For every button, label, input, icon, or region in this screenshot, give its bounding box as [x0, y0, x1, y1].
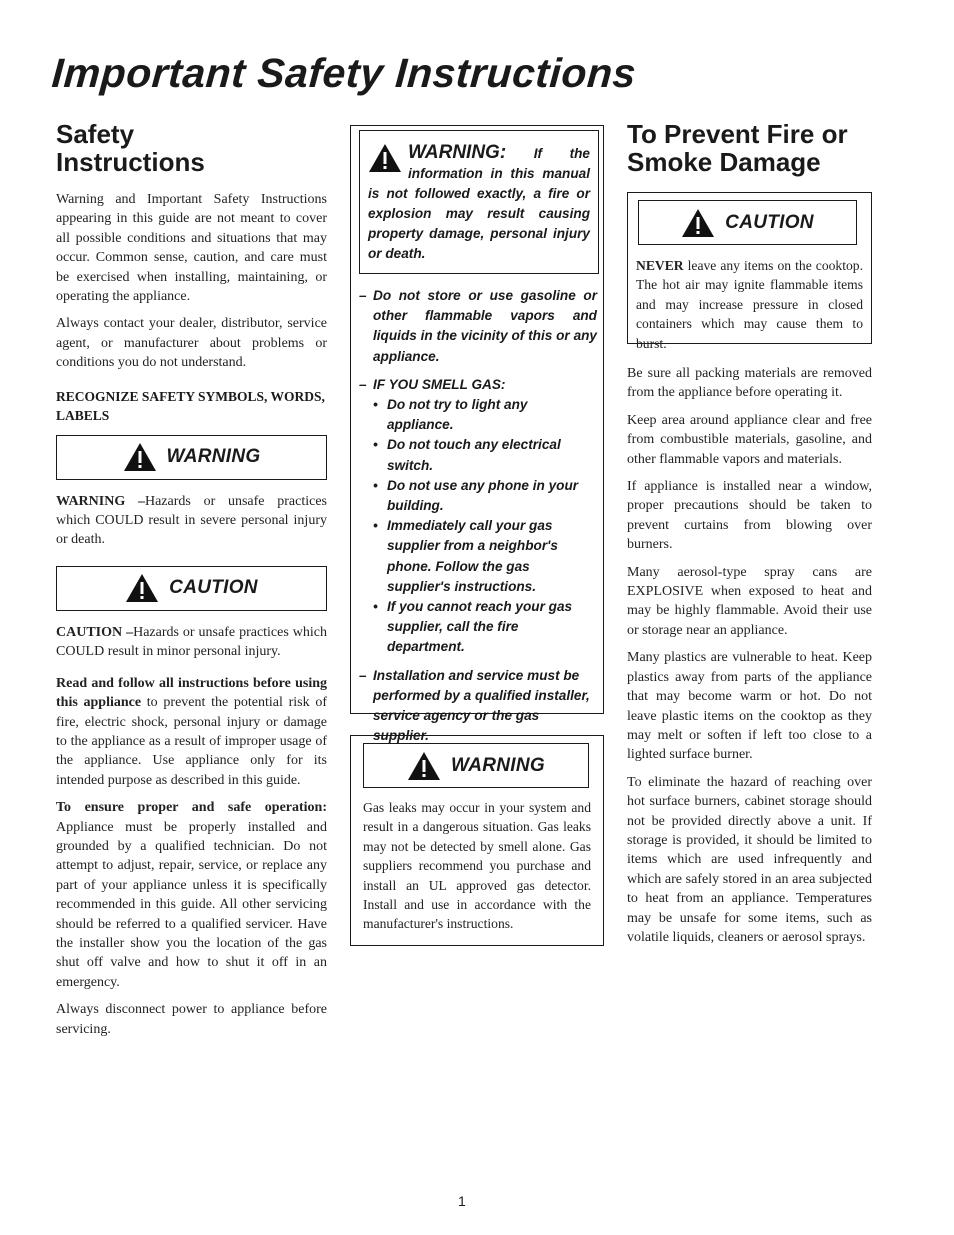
warning-definition-text: Hazards or unsafe practices which COULD result in severe personal injury or death.	[56, 493, 327, 548]
warning-label-box	[56, 435, 327, 480]
main-warning-body: If the information in this manual is not followed exactly, a fire or explosion may result causing property damage, personal injury or death.	[368, 146, 590, 261]
gas-warning-label-box	[363, 743, 589, 788]
warning-term: WARNING –	[56, 493, 145, 509]
contact-paragraph: Always contact your dealer, distributor, service agent, or manufacturer about problems or conditions you do not understand.	[56, 316, 327, 371]
list-item: • Do not try to light any appliance.	[373, 395, 597, 435]
cooktop-caution-body: leave any items on the cooktop. The hot air may ignite flammable items and may increase pressure in closed containers which may cause them to burst.	[636, 258, 863, 351]
caution-definition	[56, 623, 327, 662]
dash-marker: –	[359, 376, 367, 392]
caution-definition-text: Hazards or unsafe practices which COULD result in minor personal injury.	[56, 624, 327, 660]
keep-area-clear-paragraph: Keep area around appliance clear and free from combustible materials, gasoline, and other flammable vapors and materials.	[627, 412, 872, 467]
caution-label-text: CAUTION	[169, 577, 258, 599]
dash-marker: –	[359, 288, 367, 303]
list-item	[351, 375, 597, 658]
left-column	[56, 120, 327, 1047]
main-warning-head: WARNING:	[408, 142, 507, 163]
page-number: 1	[458, 1193, 466, 1209]
safety-instructions-heading: Safety Instructions	[56, 119, 205, 177]
cabinet-storage-paragraph: To eliminate the hazard of reaching over hot surface burners, cabinet storage should not be provided directly above a unit. If storage is provided, it should be limited to items which are used infrequently and which are safely stored in an area subjected to heat from an appliance. Temperatures may be unsafe for some items, such as volatile liquids, cleaners or aerosol sprays.	[627, 774, 872, 945]
alert-triangle-icon	[681, 208, 715, 238]
aerosol-cans-paragraph: Many aerosol-type spray cans are EXPLOSIVE when exposed to heat and may be highly flammable. Avoid their use or storage near an appliance.	[627, 564, 872, 638]
intro-paragraph: Warning and Important Safety Instructions appearing in this guide are not meant to cover all possible conditions and situations that may occur. Common sense, caution, and care must be exercised when installing, maintaining, or operating the appliance.	[56, 192, 327, 305]
window-curtains-paragraph: If appliance is installed near a window, proper precautions should be taken to prevent curtains from blowing over burners.	[627, 479, 872, 553]
list-item: • If you cannot reach your gas supplier, call the fire department.	[373, 597, 597, 658]
never-term: NEVER	[636, 258, 684, 273]
packing-materials-paragraph: Be sure all packing materials are removed from the appliance before operating it.	[627, 366, 872, 401]
warning-label-text: WARNING	[166, 446, 261, 468]
proper-operation-bold: To ensure proper and safe operation:	[56, 800, 327, 816]
recognize-heading: RECOGNIZE SAFETY SYMBOLS, WORDS, LABELS	[56, 388, 325, 423]
gas-warning-label-text: WARNING	[451, 754, 545, 776]
read-follow-paragraph	[56, 674, 327, 790]
main-warning-text	[368, 143, 590, 264]
no-gasoline-text: Do not store or use gasoline or other flammable vapors and liquids in the vicinity of this or any appliance.	[373, 288, 597, 364]
list-item: • Do not touch any electrical switch.	[373, 435, 597, 475]
middle-column	[350, 125, 604, 932]
dash-marker: –	[359, 667, 367, 683]
list-item	[351, 286, 597, 367]
page-title: Important Safety Instructions	[50, 50, 638, 96]
read-follow-text: to prevent the potential risk of fire, electric shock, personal injury or damage to the appliance as a result of improper usage of the appliance. Use appliance only for its intended purpose as described in this guide.	[56, 695, 327, 788]
caution-label-box	[638, 200, 857, 245]
cooktop-caution-panel	[627, 192, 872, 351]
alert-triangle-icon	[368, 143, 402, 179]
alert-triangle-icon	[123, 442, 157, 472]
proper-operation-paragraph	[56, 798, 327, 992]
caution-label-text: CAUTION	[725, 211, 814, 233]
read-follow-bold: Read and follow all instructions before using this appliance	[56, 675, 327, 711]
alert-triangle-icon	[125, 573, 159, 603]
caution-label-box	[56, 566, 327, 611]
gas-leak-warning-panel	[350, 735, 604, 946]
gas-safety-panel	[350, 125, 604, 744]
proper-operation-text: Appliance must be properly installed and grounded by a qualified technician. Do not attempt to adjust, repair, service, or replace any part of your appliance unless it is specifically recommended in this guide. All other servicing should be referred to a qualified servicer. Have the installer show you the location of the gas shut off valve and how to shut it off in an emergency.	[56, 819, 327, 990]
warning-definition	[56, 492, 327, 550]
gas-leak-warning-text: Gas leaks may occur in your system and result in a dangerous situation. Gas leaks may not be detected by smell alone. Gas suppliers recommend you purchase and install an UL approved gas detector. Install and use in accordance with the manufacturer's instructions.	[363, 800, 591, 932]
cooktop-caution-text	[636, 256, 863, 353]
prevent-fire-heading: To Prevent Fire or Smoke Damage	[627, 119, 848, 177]
caution-term: CAUTION –	[56, 624, 134, 640]
gas-instructions-list	[351, 282, 597, 754]
installation-service-text: Installation and service must be performed by a qualified installer, service agency or the gas supplier.	[373, 667, 590, 744]
alert-triangle-icon	[407, 751, 441, 781]
right-column	[627, 120, 872, 955]
plastics-paragraph: Many plastics are vulnerable to heat. Keep plastics away from parts of the appliance that may become warm or hot. Do not leave plastic items on the cooktop as they may melt or soften if left too close to a lighted surface burner.	[627, 650, 872, 763]
fire-prevention-paragraphs	[627, 364, 872, 947]
main-warning-box	[359, 130, 599, 274]
list-item: • Immediately call your gas supplier from a neighbor's phone. Follow the gas supplier's instructions.	[373, 516, 597, 597]
smell-gas-heading: IF YOU SMELL GAS:	[373, 376, 506, 392]
disconnect-paragraph: Always disconnect power to appliance before servicing.	[56, 1002, 327, 1037]
list-item: • Do not use any phone in your building.	[373, 476, 597, 516]
